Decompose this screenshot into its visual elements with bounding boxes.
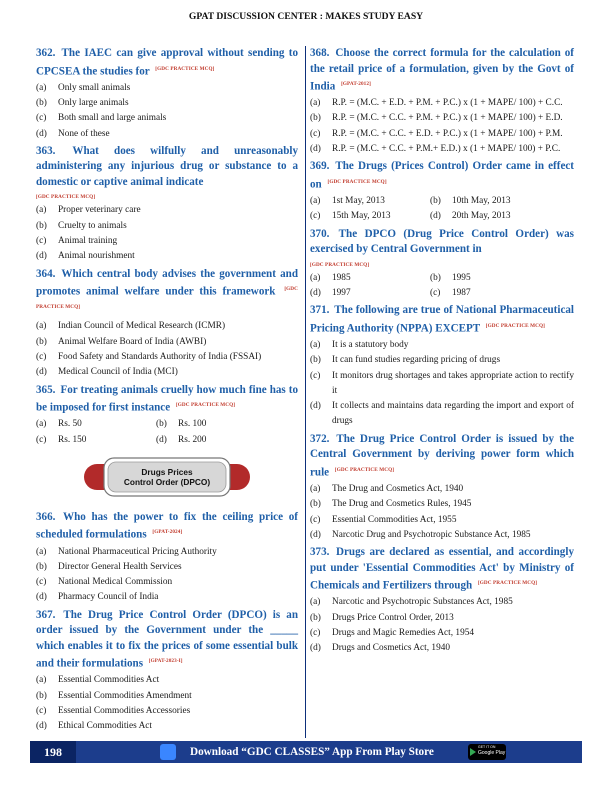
question-text: What does wilfully and unreasonably administering any injurious drug or substance to a domestic or captive animal indicate — [36, 144, 298, 188]
option-label: (c) — [310, 514, 321, 525]
option — [310, 497, 574, 512]
option-text: 1987 — [452, 287, 471, 298]
options-list — [310, 595, 574, 656]
option-text: Rs. 200 — [178, 434, 207, 445]
options-list — [36, 81, 298, 142]
question-number: 363. — [36, 144, 56, 157]
question-block-371 — [310, 303, 574, 429]
option-text: Cruelty to animals — [58, 220, 127, 231]
option-label: (c) — [310, 627, 321, 638]
question-373 — [310, 545, 574, 594]
option-text: Drugs and Magic Remedies Act, 1954 — [332, 627, 475, 638]
question-text: For treating animals cruelly how much fine has to be imposed for first instance — [36, 383, 298, 414]
question-text: Drugs are declared as essential, and accordingly put under 'Essential Commodities Act' by Ministry of Chemicals and Fertilizers through — [310, 546, 574, 592]
question-number: 368. — [310, 47, 330, 59]
option — [36, 575, 298, 590]
question-365 — [36, 383, 298, 417]
question-number: 365. — [36, 383, 56, 396]
option — [36, 590, 298, 605]
option — [36, 81, 298, 96]
option-text: It collects and maintains data regarding the import and export of drugs — [332, 401, 574, 427]
question-number: 364. — [36, 267, 56, 280]
option — [430, 271, 574, 286]
question-block-369 — [310, 159, 574, 224]
option-text: 15th May, 2013 — [332, 211, 391, 222]
option-label: (b) — [36, 336, 47, 347]
question-block-368 — [310, 46, 574, 157]
options-grid — [36, 417, 298, 448]
option-text: Essential Commodities Act, 1955 — [332, 514, 457, 525]
option — [36, 249, 298, 264]
options-list — [36, 203, 298, 264]
question-number: 366. — [36, 510, 56, 523]
option-label: (b) — [310, 355, 321, 366]
question-tag: [GPAT-2024] — [152, 529, 183, 536]
options-list — [310, 96, 574, 157]
option-label: (a) — [310, 98, 321, 109]
options-list — [36, 319, 298, 380]
question-text: Who has the power to fix the ceiling price of scheduled formulations — [36, 510, 299, 542]
option — [310, 142, 574, 157]
section-title-line1: Drugs Prices — [141, 466, 193, 477]
option-label: (c) — [430, 287, 441, 298]
question-block-366 — [36, 510, 298, 606]
option-label: (a) — [36, 675, 47, 686]
option — [310, 399, 574, 430]
question-363 — [36, 144, 298, 203]
question-block-364 — [36, 267, 298, 381]
option — [310, 96, 574, 111]
option — [36, 111, 298, 126]
option — [310, 286, 430, 301]
question-text: Which central body advises the government and promotes animal welfare under this framework — [36, 267, 298, 298]
option — [36, 335, 298, 350]
option-label: (c) — [36, 113, 47, 124]
question-372 — [310, 432, 574, 481]
option-label: (a) — [36, 321, 47, 332]
question-block-373 — [310, 545, 574, 656]
question-364 — [36, 267, 298, 319]
option — [310, 353, 574, 368]
google-play-badge[interactable] — [468, 744, 506, 760]
option-text: Pharmacy Council of India — [58, 592, 159, 603]
section-badge-dpco — [82, 456, 252, 498]
question-number: 367. — [36, 608, 56, 621]
option-text: Animal Welfare Board of India (AWBI) — [58, 336, 207, 347]
question-block-362 — [36, 46, 298, 142]
option-label: (b) — [310, 612, 321, 623]
page-number: 198 — [30, 741, 76, 763]
option-label: (a) — [310, 196, 321, 207]
option — [310, 611, 574, 626]
option-text: Essential Commodities Amendment — [58, 690, 192, 701]
option-text: Drugs and Cosmetics Act, 1940 — [332, 643, 451, 654]
gdc-app-icon — [160, 744, 176, 760]
question-text: The Drugs (Prices Control) Order came in effect on — [310, 160, 574, 191]
question-text: The Drug Price Control Order (DPCO) is an order issued by the Government under the _____ which enables it to fix the prices of some essential bulk and their formulations — [36, 608, 298, 670]
option — [36, 350, 298, 365]
question-tag: [GPAT-2012] — [341, 81, 371, 87]
option-label: (a) — [36, 82, 47, 93]
option-text: Drugs Price Control Order, 2013 — [332, 612, 454, 623]
option-label: (a) — [310, 272, 321, 283]
option-label: (d) — [310, 401, 321, 412]
option-text: 1997 — [332, 287, 351, 298]
option-text: Director General Health Services — [58, 561, 182, 572]
option-label: (d) — [310, 643, 321, 654]
option — [36, 234, 298, 249]
left-column — [36, 46, 298, 737]
option — [36, 689, 298, 704]
option-label: (d) — [36, 592, 47, 603]
option-label: (b) — [36, 561, 47, 572]
question-number: 371. — [310, 304, 330, 317]
question-block-365 — [36, 383, 298, 448]
option — [310, 194, 430, 209]
question-tag: [GDC PRACTICE MCQ] — [477, 580, 538, 587]
option-label: (d) — [36, 251, 47, 262]
option — [36, 219, 298, 234]
option-label: (d) — [310, 144, 321, 155]
option-label: (a) — [36, 205, 47, 216]
option-text: Only large animals — [58, 97, 129, 108]
option-text: Food Safety and Standards Authority of India (FSSAI) — [58, 352, 262, 363]
option-text: Rs. 50 — [58, 419, 82, 430]
option-text: Indian Council of Medical Research (ICMR) — [58, 321, 226, 332]
option-text: R.P. = (M.C. + C.C. + E.D. + P.C.) x (1 + MAPE/ 100) + P.M. — [332, 128, 563, 139]
question-362 — [36, 46, 298, 80]
options-list — [310, 482, 574, 543]
option — [310, 513, 574, 528]
option-label: (c) — [310, 128, 321, 139]
question-text: The IAEC can give approval without sending to CPCSEA the studies for — [36, 47, 298, 78]
section-title-line2: Control Order (DPCO) — [123, 476, 211, 487]
question-text: The following are true of National Pharmaceutical Pricing Authority (NPPA) EXCEPT — [310, 304, 575, 335]
question-366 — [36, 510, 298, 544]
option-label: (a) — [310, 339, 321, 350]
question-block-372 — [310, 432, 574, 543]
option — [430, 286, 574, 301]
option-label: (b) — [36, 97, 47, 108]
option — [156, 417, 298, 432]
options-list — [36, 673, 298, 734]
question-371 — [310, 303, 574, 337]
option-label: (c) — [36, 706, 47, 717]
option-label: (a) — [36, 546, 47, 557]
options-grid — [310, 194, 574, 225]
option — [310, 626, 574, 641]
option-text: Proper veterinary care — [58, 205, 141, 216]
option — [36, 203, 298, 218]
option-text: 1st May, 2013 — [332, 196, 385, 207]
question-block-370 — [310, 227, 574, 302]
option-label: (d) — [156, 434, 167, 445]
download-text: Download “GDC CLASSES” App From Play Store — [190, 746, 434, 758]
option-text: 20th May, 2013 — [452, 211, 511, 222]
question-text: The Drug Price Control Order is issued by the Central Government by deriving power form which rule — [310, 432, 574, 479]
option-label: (b) — [430, 272, 441, 283]
option — [36, 719, 298, 734]
question-number: 370. — [310, 227, 330, 240]
option-label: (a) — [310, 597, 321, 608]
option-text: Only small animals — [58, 82, 131, 93]
column-divider — [305, 46, 306, 738]
option-text: Essential Commodities Accessories — [58, 706, 191, 717]
question-tag: [GDC PRACTICE MCQ] — [310, 261, 370, 268]
option — [310, 369, 574, 400]
option — [310, 338, 574, 353]
option-text: National Medical Commission — [58, 577, 173, 588]
option-label: (b) — [310, 499, 321, 510]
option-label: (c) — [310, 370, 321, 381]
option-text: Narcotic Drug and Psychotropic Substance Act, 1985 — [332, 529, 531, 540]
option — [310, 271, 430, 286]
option-label: (b) — [430, 196, 441, 207]
option — [36, 365, 298, 380]
option-text: Both small and large animals — [58, 113, 167, 124]
question-number: 373. — [310, 546, 330, 559]
option — [310, 641, 574, 656]
option — [36, 127, 298, 142]
option-label: (d) — [36, 128, 47, 139]
option-text: Medical Council of India (MCI) — [58, 367, 178, 378]
option-text: R.P. = (M.C. + C.C. + P.M. + P.C.) x (1 + MAPE/ 100) + E.D. — [332, 113, 563, 124]
option-label: (c) — [36, 577, 47, 588]
option-text: It monitors drug shortages and takes appropriate action to rectify it — [332, 370, 574, 396]
option-text: It is a statutory body — [332, 339, 409, 350]
option — [36, 433, 156, 448]
question-tag: [GDC PRACTICE MCQ] — [334, 466, 395, 473]
option-label: (a) — [310, 483, 321, 494]
question-number: 372. — [310, 432, 330, 445]
option — [310, 127, 574, 142]
right-column — [310, 46, 574, 658]
option-label: (c) — [310, 211, 321, 222]
google-play-icon — [470, 748, 476, 756]
option-text: Narcotic and Psychotropic Substances Act, 1985 — [332, 597, 513, 608]
option-label: (c) — [36, 434, 47, 445]
option — [36, 417, 156, 432]
options-list — [310, 338, 574, 430]
option-text: R.P. = (M.C. + E.D. + P.M. + P.C.) x (1 + MAPE/ 100) + C.C. — [332, 98, 563, 109]
option-label: (d) — [310, 287, 321, 298]
option-text: Animal nourishment — [58, 251, 135, 262]
question-tag: [GDC PRACTICE MCQ] — [155, 65, 215, 72]
options-list — [36, 545, 298, 606]
option — [310, 482, 574, 497]
question-tag: [GDC PRACTICE MCQ] — [175, 402, 236, 409]
question-tag: [GDC PRACTICE MCQ] — [327, 178, 387, 185]
option — [310, 111, 574, 126]
option-text: Animal training — [58, 235, 118, 246]
section-badge-text — [82, 456, 252, 498]
option — [310, 209, 430, 224]
option-label: (b) — [156, 419, 167, 430]
option — [36, 673, 298, 688]
option — [36, 704, 298, 719]
option-text: It can fund studies regarding pricing of drugs — [332, 355, 501, 366]
option-text: 10th May, 2013 — [452, 196, 511, 207]
question-number: 362. — [36, 47, 56, 59]
option — [36, 560, 298, 575]
question-368 — [310, 46, 574, 95]
option-label: (b) — [36, 690, 47, 701]
option — [36, 96, 298, 111]
option-label: (d) — [310, 529, 321, 540]
question-block-367 — [36, 608, 298, 735]
question-text: The DPCO (Drug Price Control Order) was exercised by Central Government in — [310, 227, 574, 256]
question-369 — [310, 159, 574, 193]
question-tag-line — [36, 191, 298, 202]
option-text: 1995 — [452, 272, 471, 283]
option-label: (a) — [36, 419, 47, 430]
question-tag-line — [310, 259, 574, 270]
option-label: (d) — [36, 367, 47, 378]
option-text: Rs. 100 — [178, 419, 207, 430]
question-number: 369. — [310, 160, 330, 173]
option-label: (c) — [36, 235, 47, 246]
option — [36, 545, 298, 560]
option-text: National Pharmaceutical Pricing Authority — [58, 546, 217, 557]
store-badge-small-text: GET IT ON — [478, 745, 496, 749]
page-header: GPAT DISCUSSION CENTER : MAKES STUDY EASY — [188, 11, 424, 22]
store-badge-label: Google Play — [478, 750, 506, 756]
question-367 — [36, 608, 298, 673]
option-text: Ethical Commodities Act — [58, 721, 152, 732]
option-label: (b) — [310, 113, 321, 124]
option-label: (d) — [430, 211, 441, 222]
option — [430, 194, 574, 209]
option-text: Essential Commodities Act — [58, 675, 160, 686]
option-text: The Drug and Cosmetics Rules, 1945 — [332, 499, 472, 510]
option-text: The Drug and Cosmetics Act, 1940 — [332, 483, 464, 494]
question-tag: [GDC PRACTICE MCQ] — [36, 286, 298, 311]
option-text: 1985 — [332, 272, 351, 283]
question-370 — [310, 227, 574, 270]
option — [310, 595, 574, 610]
question-tag: [GDC PRACTICE MCQ] — [485, 322, 545, 329]
option — [310, 528, 574, 543]
option-text: Rs. 150 — [58, 434, 87, 445]
option-label: (c) — [36, 352, 47, 363]
options-grid — [310, 271, 574, 302]
option — [430, 209, 574, 224]
question-tag: [GPAT-2023-I] — [148, 658, 183, 665]
question-text: Choose the correct formula for the calculation of the retail price of a formulation, given by the Govt of India — [310, 47, 574, 93]
option-text: R.P. = (M.C. + C.C. + P.M.+ E.D.) x (1 + MAPE/ 100) + P.C. — [332, 144, 561, 155]
option — [156, 433, 298, 448]
option-label: (b) — [36, 220, 47, 231]
question-block-363 — [36, 144, 298, 265]
option-label: (d) — [36, 721, 47, 732]
option-text: None of these — [58, 128, 110, 139]
question-tag: [GDC PRACTICE MCQ] — [36, 194, 96, 201]
option — [36, 319, 298, 334]
